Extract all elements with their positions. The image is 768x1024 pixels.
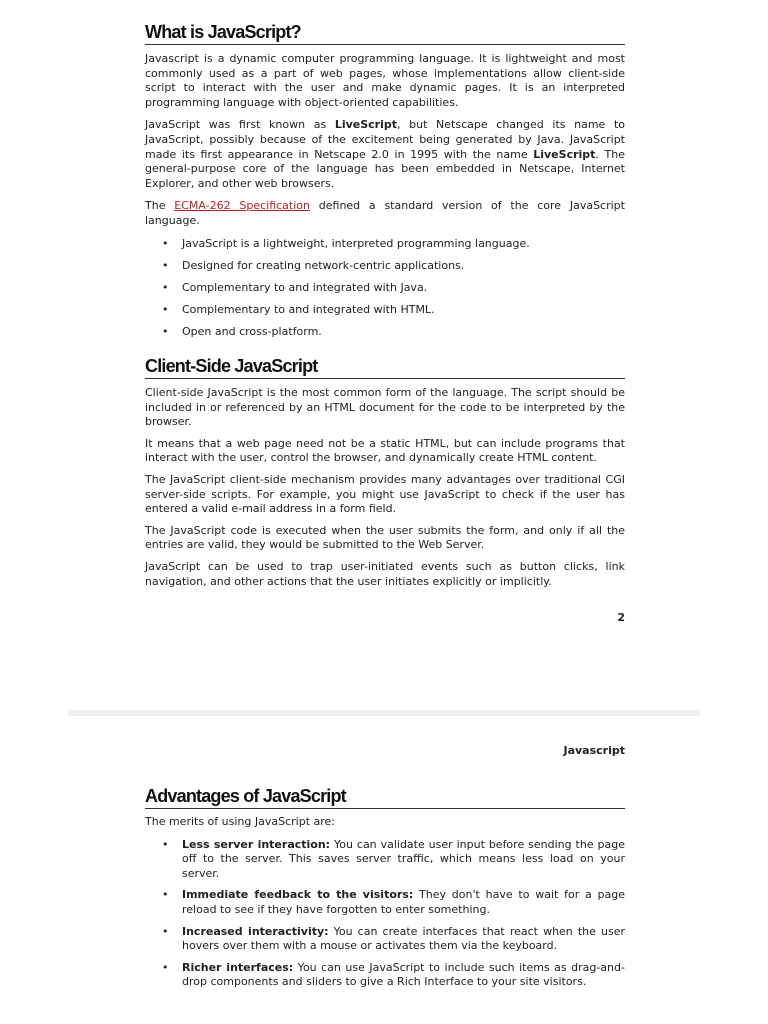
paragraph: The JavaScript client-side mechanism provides many advantages over traditional CGI server-side scripts. For example, you might use JavaScript to check if the user has entered a valid e-mail address in a form field. [145, 472, 625, 516]
paragraph: The JavaScript code is executed when the user submits the form, and only if all the entries are valid, they would be submitted to the Web Server. [145, 523, 625, 552]
running-header: Javascript [563, 744, 625, 757]
advantages-list [145, 838, 625, 990]
list-item: • Immediate feedback to the visitors: They don't have to wait for a page reload to see if they have forgotten to enter something. [162, 888, 625, 916]
document-page-2 [0, 716, 768, 1024]
list-item: • Open and cross-platform. [162, 325, 322, 339]
paragraph: The ECMA-262 Specification defined a standard version of the core JavaScript language. [145, 199, 625, 227]
section-title: Client-Side JavaScript [145, 356, 625, 379]
feature-list [145, 237, 625, 340]
section-title: What is JavaScript? [145, 22, 625, 45]
paragraph: Javascript is a dynamic computer programming language. It is lightweight and most commonly used as a part of web pages, whose implementations allow client-side script to interact with the user and make dynamic pages. It is an interpreted programming language with object-oriented capabilities. [145, 52, 625, 109]
list-item: • Designed for creating network-centric applications. [162, 258, 465, 272]
list-item: • Less server interaction: You can validate user input before sending the page off to the server. This saves server traffic, which means less load on your server. [162, 837, 625, 880]
section-what-is-javascript [145, 22, 625, 340]
paragraph: The merits of using JavaScript are: [145, 815, 335, 828]
paragraph: It means that a web page need not be a static HTML, but can include programs that interact with the user, control the browser, and dynamically create HTML content. [145, 436, 625, 465]
paragraph: JavaScript was first known as LiveScript, but Netscape changed its name to JavaScript, possibly because of the excitement being generated by Java. JavaScript made its first appearance in Netscape 2.0 in 1995 with the name LiveScript. The general-purpose core of the language has been embedded in Netscape, Internet Explorer, and other web browsers. [145, 118, 626, 190]
list-item: • Complementary to and integrated with Java. [162, 280, 428, 294]
paragraph: JavaScript can be used to trap user-initiated events such as button clicks, link navigation, and other actions that the user initiates explicitly or implicitly. [145, 559, 625, 588]
section-title: Advantages of JavaScript [145, 786, 625, 809]
paragraph: Client-side JavaScript is the most common form of the language. The script should be included in or referenced by an HTML document for the code to be interpreted by the browser. [145, 386, 625, 429]
page-number: 2 [617, 611, 625, 624]
section-client-side-javascript [145, 356, 625, 589]
ecma-spec-link[interactable]: ECMA-262 Specification [174, 199, 310, 213]
list-item: • JavaScript is a lightweight, interpreted programming language. [162, 236, 530, 250]
list-item: • Richer interfaces: You can use JavaScript to include such items as drag-and-drop components and sliders to give a Rich Interface to your site visitors. [162, 960, 625, 989]
section-advantages [145, 786, 625, 990]
list-item: • Complementary to and integrated with HTML. [162, 303, 435, 317]
list-item: • Increased interactivity: You can create interfaces that react when the user hovers over them with a mouse or activates them via the keyboard. [162, 924, 626, 953]
